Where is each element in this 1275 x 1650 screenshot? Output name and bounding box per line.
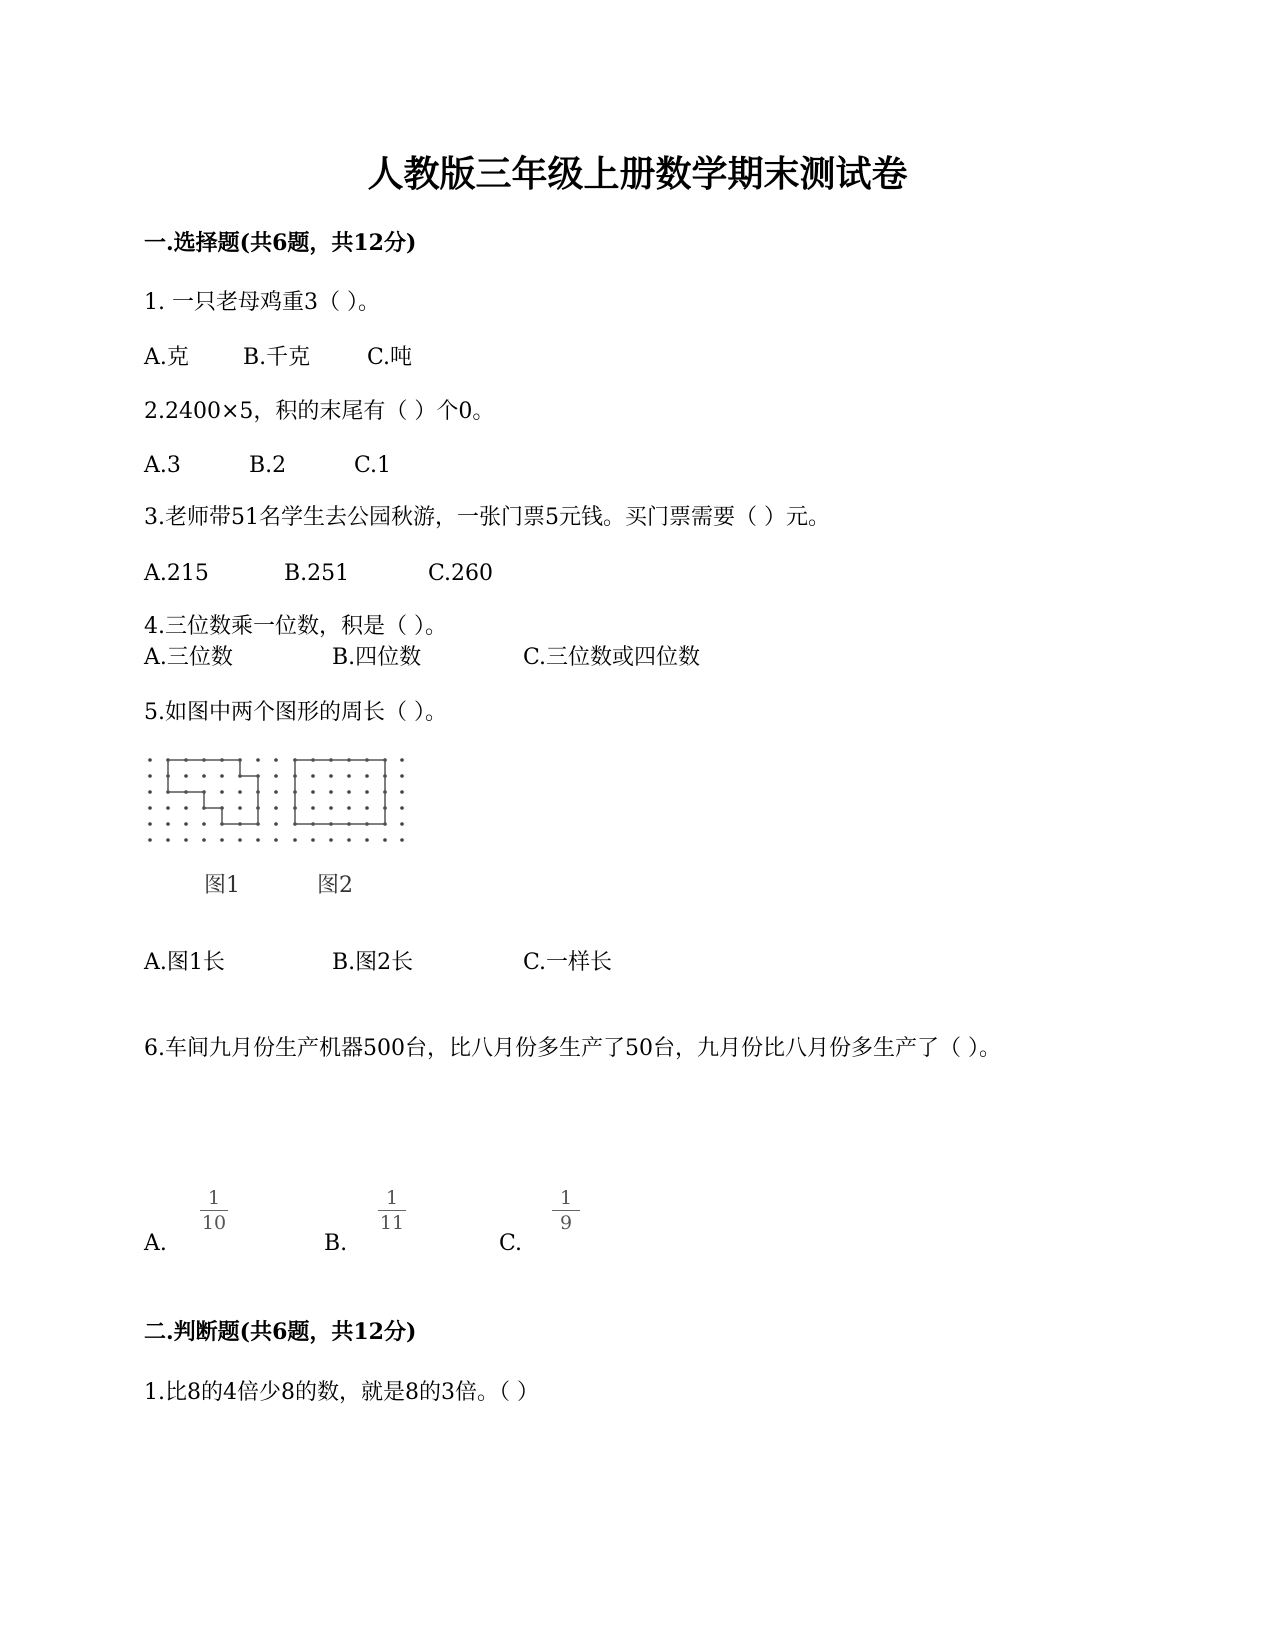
grid-dot bbox=[256, 838, 260, 842]
grid-dot bbox=[347, 806, 351, 810]
grid-dot bbox=[220, 774, 224, 778]
grid-dot bbox=[166, 838, 170, 842]
grid-dot bbox=[293, 838, 297, 842]
grid-dot bbox=[184, 774, 188, 778]
grid-dot bbox=[311, 774, 315, 778]
question-3-option-b: B.251 bbox=[284, 561, 350, 586]
grid-dot bbox=[274, 806, 278, 810]
fraction-one-ninth bbox=[546, 1187, 586, 1234]
question-1-option-c: C.吨 bbox=[367, 345, 413, 370]
grid-dot bbox=[148, 774, 152, 778]
fraction-numerator: 1 bbox=[207, 1187, 221, 1209]
grid-dot bbox=[148, 822, 152, 826]
fraction-denominator: 10 bbox=[201, 1212, 227, 1234]
grid-dot bbox=[238, 838, 242, 842]
grid-dot bbox=[311, 838, 315, 842]
question-2-option-c: C.1 bbox=[354, 453, 392, 478]
grid-dot bbox=[347, 774, 351, 778]
question-2-stem: 2.2400×5，积的末尾有（ ）个0。 bbox=[144, 399, 495, 424]
question-5-option-a: A.图1长 bbox=[144, 950, 225, 975]
fraction-numerator: 1 bbox=[559, 1187, 573, 1209]
grid-dot bbox=[184, 806, 188, 810]
question-5-option-b: B.图2长 bbox=[332, 950, 414, 975]
question-2-option-a: A.3 bbox=[144, 453, 181, 478]
question-4-option-b: B.四位数 bbox=[332, 645, 422, 670]
grid-dot bbox=[400, 822, 404, 826]
grid-dot bbox=[329, 838, 333, 842]
question-2-option-b: B.2 bbox=[249, 453, 287, 478]
grid-dot bbox=[238, 790, 242, 794]
grid-dot bbox=[148, 838, 152, 842]
dot-grid-figure bbox=[140, 748, 410, 850]
fraction-numerator: 1 bbox=[385, 1187, 399, 1209]
judgement-question-1-stem: 1.比8的4倍少8的数，就是8的3倍。（ ） bbox=[144, 1380, 539, 1405]
grid-dot bbox=[365, 838, 369, 842]
grid-dot bbox=[274, 838, 278, 842]
grid-dot bbox=[329, 790, 333, 794]
grid-dot bbox=[311, 806, 315, 810]
grid-dot bbox=[274, 822, 278, 826]
grid-dot bbox=[400, 790, 404, 794]
fraction-denominator: 11 bbox=[379, 1212, 405, 1234]
grid-dot bbox=[329, 774, 333, 778]
question-5-option-c: C.一样长 bbox=[523, 950, 613, 975]
fraction-denominator: 9 bbox=[559, 1212, 573, 1234]
question-3-stem: 3.老师带51名学生去公园秋游，一张门票5元钱。买门票需要（ ）元。 bbox=[144, 505, 830, 530]
section-1-heading: 一.选择题(共6题，共12分) bbox=[144, 230, 417, 256]
grid-dot bbox=[202, 774, 206, 778]
grid-dot bbox=[202, 822, 206, 826]
figure-1-caption: 图1 bbox=[204, 873, 240, 898]
figure-1-outline bbox=[168, 760, 258, 824]
figure-2-outline bbox=[295, 760, 385, 824]
fraction-one-eleventh bbox=[372, 1187, 412, 1234]
grid-dot bbox=[311, 790, 315, 794]
grid-dot bbox=[220, 790, 224, 794]
question-3-option-a: A.215 bbox=[144, 561, 209, 586]
figure-2-caption: 图2 bbox=[317, 873, 353, 898]
grid-dot bbox=[238, 806, 242, 810]
grid-dot bbox=[400, 806, 404, 810]
grid-dot bbox=[347, 838, 351, 842]
question-6-option-b: B. bbox=[324, 1231, 348, 1256]
grid-dot bbox=[383, 838, 387, 842]
grid-dot bbox=[274, 790, 278, 794]
question-6-option-a: A. bbox=[144, 1231, 167, 1256]
grid-dot bbox=[220, 838, 224, 842]
grid-dot bbox=[329, 806, 333, 810]
grid-dot bbox=[184, 838, 188, 842]
grid-dot bbox=[166, 822, 170, 826]
question-4-stem: 4.三位数乘一位数，积是（ ）。 bbox=[144, 614, 447, 639]
grid-dot bbox=[148, 806, 152, 810]
grid-dot bbox=[400, 774, 404, 778]
question-1-option-b: B.千克 bbox=[243, 345, 311, 370]
grid-dot bbox=[184, 822, 188, 826]
question-6-option-c: C. bbox=[499, 1231, 523, 1256]
question-1-stem: 1. 一只老母鸡重3（ ）。 bbox=[144, 290, 380, 315]
section-2-heading: 二.判断题(共6题，共12分) bbox=[144, 1319, 417, 1345]
question-6-stem: 6.车间九月份生产机器500台，比八月份多生产了50台，九月份比八月份多生产了（ ）。 bbox=[144, 1036, 1001, 1061]
grid-dot bbox=[166, 806, 170, 810]
grid-dot bbox=[274, 758, 278, 762]
question-3-option-c: C.260 bbox=[428, 561, 494, 586]
grid-dot bbox=[148, 758, 152, 762]
grid-dot bbox=[365, 790, 369, 794]
grid-dot bbox=[400, 758, 404, 762]
question-5-stem: 5.如图中两个图形的周长（ ）。 bbox=[144, 700, 447, 725]
question-4-option-c: C.三位数或四位数 bbox=[523, 645, 701, 670]
grid-dot bbox=[365, 806, 369, 810]
question-4-option-a: A.三位数 bbox=[144, 645, 233, 670]
page-title: 人教版三年级上册数学期末测试卷 bbox=[367, 153, 908, 195]
grid-dot bbox=[256, 758, 260, 762]
grid-dot bbox=[274, 774, 278, 778]
grid-dot bbox=[148, 790, 152, 794]
grid-dot bbox=[202, 838, 206, 842]
grid-dot bbox=[365, 774, 369, 778]
question-1-option-a: A.克 bbox=[144, 345, 189, 370]
grid-dot bbox=[347, 790, 351, 794]
fraction-one-tenth bbox=[194, 1187, 234, 1234]
grid-dot bbox=[400, 838, 404, 842]
